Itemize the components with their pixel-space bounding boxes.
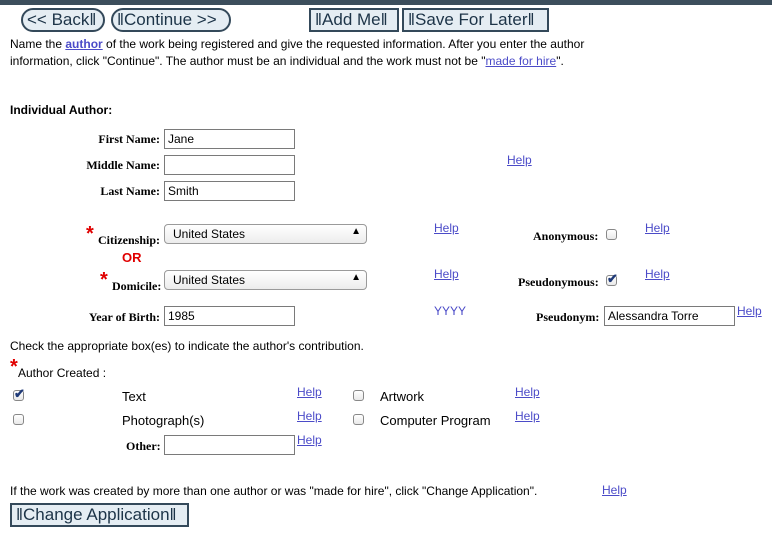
made-for-hire-link[interactable]: made for hire — [485, 54, 557, 68]
author-created-label: Author Created : — [18, 366, 107, 380]
other-input[interactable] — [164, 435, 295, 455]
save-for-later-button[interactable]: ‖Save For Later‖ — [402, 8, 549, 32]
or-label: OR — [122, 250, 142, 265]
add-me-button[interactable]: ‖Add Me‖ — [309, 8, 399, 32]
section-title: Individual Author: — [10, 103, 113, 117]
pseudonym-input[interactable]: Alessandra Torre — [604, 306, 735, 326]
continue-button[interactable]: ‖Continue >> — [111, 8, 231, 32]
pseudonymous-checkbox[interactable] — [606, 271, 618, 286]
author-link[interactable]: author — [65, 37, 103, 51]
artwork-help-link[interactable]: Help — [515, 385, 540, 399]
intro-line-2 — [10, 54, 564, 68]
year-of-birth-input[interactable]: 1985 — [164, 306, 295, 326]
other-label: Other: — [126, 439, 161, 453]
pseudonym-label: Pseudonym: — [536, 310, 600, 324]
artwork-label: Artwork — [380, 389, 425, 404]
intro-line-1 — [10, 37, 584, 51]
first-name-input[interactable]: Jane — [164, 129, 295, 149]
required-star: * — [86, 223, 94, 245]
text-checkbox[interactable] — [13, 386, 25, 401]
anonymous-label: Anonymous: — [533, 229, 599, 243]
select-arrows-icon: ▲ — [351, 226, 361, 237]
pseudonym-help-link[interactable]: Help — [737, 304, 762, 318]
select-arrows-icon: ▲ — [351, 272, 361, 283]
photographs-label: Photograph(s) — [122, 413, 205, 428]
intro-text: Name the — [10, 37, 66, 51]
year-format-hint: YYYY — [434, 304, 467, 318]
intro-text: ". — [556, 54, 564, 68]
checkmark-icon: ✔ — [14, 386, 25, 401]
photographs-help-link[interactable]: Help — [297, 409, 322, 423]
checkmark-icon: ✔ — [607, 271, 618, 286]
change-application-button[interactable]: ‖Change Application‖ — [10, 503, 189, 527]
back-button[interactable]: << Back‖ — [21, 8, 105, 32]
domicile-select[interactable] — [164, 270, 367, 290]
citizenship-label: Citizenship: — [98, 233, 161, 247]
last-name-input[interactable]: Smith — [164, 181, 295, 201]
computer-program-label: Computer Program — [380, 413, 491, 428]
contribution-instruction: Check the appropriate box(es) to indicate the author's contribution. — [10, 339, 364, 353]
artwork-checkbox[interactable] — [353, 390, 364, 401]
required-star: * — [10, 356, 18, 378]
other-help-link[interactable]: Help — [297, 433, 322, 447]
text-help-link[interactable]: Help — [297, 385, 322, 399]
domicile-help-link[interactable]: Help — [434, 267, 459, 281]
photographs-checkbox[interactable] — [13, 414, 24, 425]
domicile-value: United States — [173, 273, 246, 287]
multiple-author-note: If the work was created by more than one author or was "made for hire", click "Change Application". — [10, 484, 538, 498]
anonymous-checkbox[interactable] — [606, 229, 617, 240]
last-name-label: Last Name: — [100, 184, 160, 198]
domicile-label: Domicile: — [112, 279, 162, 293]
intro-text: of the work being registered and give the requested information. After you enter the author — [102, 37, 585, 51]
intro-text: information, click "Continue". The author must be an individual and the work must not be " — [10, 54, 486, 68]
citizenship-help-link[interactable]: Help — [434, 221, 459, 235]
citizenship-value: United States — [173, 227, 246, 241]
middle-name-input[interactable] — [164, 155, 295, 175]
pseudonymous-help-link[interactable]: Help — [645, 267, 670, 281]
computer-program-checkbox[interactable] — [353, 414, 364, 425]
text-label: Text — [122, 389, 146, 404]
change-application-help-link[interactable]: Help — [602, 483, 627, 497]
computer-program-help-link[interactable]: Help — [515, 409, 540, 423]
citizenship-select[interactable] — [164, 224, 367, 244]
top-bar — [0, 0, 772, 5]
first-name-label: First Name: — [98, 132, 160, 146]
name-help-link[interactable]: Help — [507, 153, 532, 167]
anonymous-help-link[interactable]: Help — [645, 221, 670, 235]
pseudonymous-label: Pseudonymous: — [518, 275, 599, 289]
required-star: * — [100, 269, 108, 291]
year-of-birth-label: Year of Birth: — [88, 310, 160, 324]
middle-name-label: Middle Name: — [86, 158, 160, 172]
